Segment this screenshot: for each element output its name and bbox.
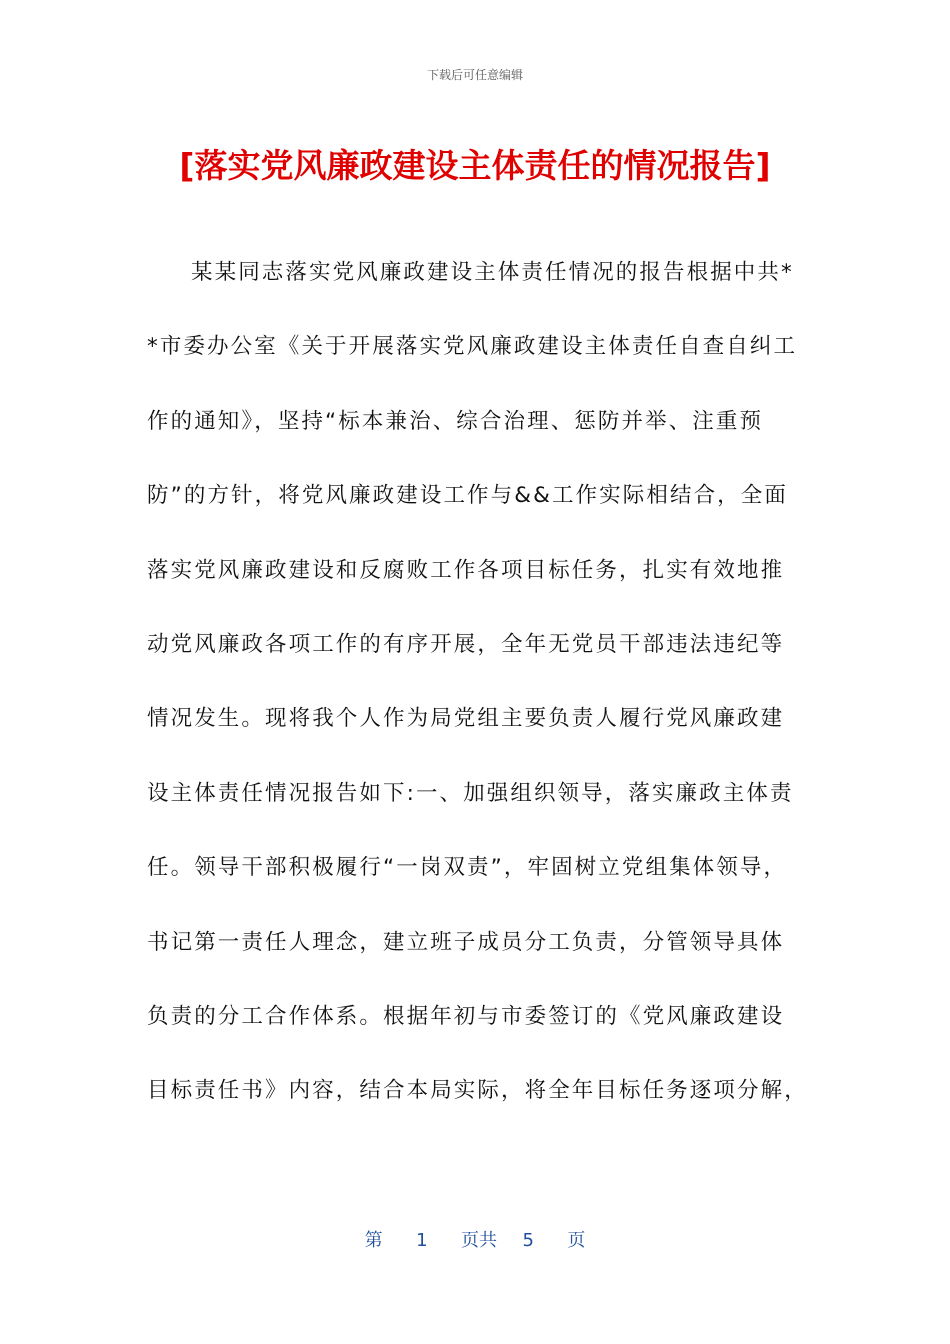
footer-middle: 页共 <box>461 1230 497 1251</box>
body-line: 作的通知》，坚持“标本兼治、综合治理、惩防并举、注重预 <box>147 408 764 434</box>
body-line: 情况发生。现将我个人作为局党组主要负责人履行党风廉政建 <box>147 706 785 732</box>
header-note: 下载后可任意编辑 <box>426 68 523 82</box>
footer-prefix: 第 <box>364 1230 383 1251</box>
footer-page-number: 1 <box>416 1230 428 1251</box>
body-line: 防”的方针，将党风廉政建设工作与&&工作实际相结合，全面 <box>147 483 788 509</box>
body-line: 设主体责任情况报告如下:一、加强组织领导，落实廉政主体责 <box>147 780 794 806</box>
body-text <box>147 248 807 1141</box>
footer-suffix: 页 <box>567 1230 586 1251</box>
body-line: 目标责任书》内容，结合本局实际，将全年目标任务逐项分解， <box>147 1078 808 1104</box>
body-line: *市委办公室《关于开展落实党风廉政建设主体责任自查自纠工 <box>147 334 798 360</box>
page-footer <box>0 1226 950 1252</box>
document-title: [落实党风廉政建设主体责任的情况报告] <box>179 146 771 185</box>
body-line: 动党风廉政各项工作的有序开展，全年无党员干部违法违纪等 <box>147 631 785 657</box>
footer-total-pages: 5 <box>522 1230 534 1251</box>
body-line: 某某同志落实党风廉政建设主体责任情况的报告根据中共* <box>191 260 794 285</box>
body-line: 负责的分工合作体系。根据年初与市委签订的《党风廉政建设 <box>147 1003 785 1029</box>
body-line: 任。领导干部积极履行“一岗双责”，牢固树立党组集体领导， <box>147 855 788 881</box>
body-line: 落实党风廉政建设和反腐败工作各项目标任务，扎实有效地推 <box>147 557 785 583</box>
body-line: 书记第一责任人理念，建立班子成员分工负责，分管领导具体 <box>147 929 785 955</box>
